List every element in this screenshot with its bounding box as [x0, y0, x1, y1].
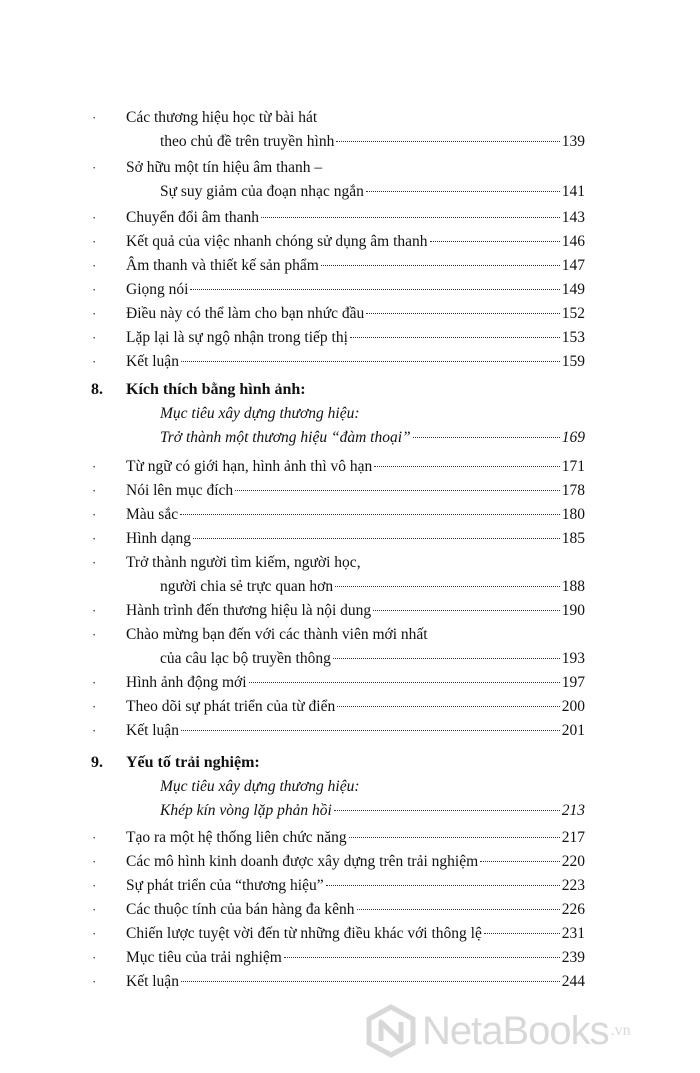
page-number: 220 — [561, 853, 585, 870]
bullet-icon: · — [92, 258, 97, 273]
chapter-title[interactable]: Kích thích bằng hình ảnh: — [126, 381, 306, 398]
bullet-icon: · — [92, 699, 97, 714]
chapter-subtitle: Khép kín vòng lặp phản hồi — [160, 802, 332, 819]
page-number: 169 — [561, 429, 585, 446]
entry-title: Âm thanh và thiết kế sản phẩm — [126, 257, 319, 274]
page-number: 159 — [561, 353, 585, 370]
toc-entry[interactable] — [0, 946, 700, 970]
entry-title: Các thuộc tính của bán hàng đa kênh — [126, 901, 355, 918]
bullet-icon: · — [92, 282, 97, 297]
bullet-icon: · — [92, 354, 97, 369]
toc-entry[interactable] — [0, 623, 700, 671]
page-number: 180 — [561, 506, 585, 523]
chapter-number: 9. — [91, 754, 103, 771]
toc-entry[interactable] — [0, 826, 700, 850]
entry-title-line: người chia sẻ trực quan hơn — [160, 578, 334, 595]
page-number: 185 — [561, 530, 585, 547]
dot-leader — [336, 140, 559, 142]
toc-entry[interactable] — [0, 479, 700, 503]
toc-entry[interactable] — [0, 551, 700, 599]
entry-title: Sự phát triển của “thương hiệu” — [126, 877, 324, 894]
page-number: 143 — [561, 209, 585, 226]
dot-leader — [413, 436, 560, 438]
bullet-icon: · — [92, 974, 97, 989]
chapter-subtitle: Mục tiêu xây dựng thương hiệu: — [160, 405, 360, 422]
dot-leader — [249, 681, 560, 683]
n-logo-icon — [364, 1004, 418, 1058]
dot-leader — [366, 312, 560, 314]
entry-title: Điều này có thể làm cho bạn nhức đầu — [126, 305, 365, 322]
dot-leader — [193, 537, 560, 539]
page-number: 188 — [561, 578, 585, 595]
toc-entry[interactable] — [0, 106, 700, 154]
page-number: 152 — [561, 305, 585, 322]
bullet-icon: · — [92, 330, 97, 345]
entry-title: Hình ảnh động mới — [126, 674, 247, 691]
entry-title: Kết luận — [126, 722, 179, 739]
chapter-subtitle: Trở thành một thương hiệu “đàm thoại” — [160, 429, 411, 446]
dot-leader — [430, 240, 560, 242]
bullet-icon: · — [92, 110, 97, 125]
bullet-icon: · — [92, 854, 97, 869]
dot-leader — [350, 336, 560, 338]
dot-leader — [284, 956, 560, 958]
dot-leader — [190, 288, 559, 290]
page-number: 190 — [561, 602, 585, 619]
toc-entry[interactable] — [0, 874, 700, 898]
entry-title: Từ ngữ có giới hạn, hình ảnh thì vô hạn — [126, 458, 373, 475]
dot-leader — [180, 513, 560, 515]
toc-entry[interactable] — [0, 350, 700, 374]
dot-leader — [366, 190, 560, 192]
toc-section-chapter-8 — [0, 455, 700, 743]
page-number: 146 — [561, 233, 585, 250]
entry-title: Mục tiêu của trải nghiệm — [126, 949, 282, 966]
chapter-title[interactable]: Yếu tố trải nghiệm: — [126, 754, 260, 771]
toc-entry[interactable] — [0, 719, 700, 743]
page-number: 193 — [561, 650, 585, 667]
bullet-icon: · — [92, 459, 97, 474]
entry-title-line: của câu lạc bộ truyền thông — [160, 650, 331, 667]
toc-entry[interactable] — [0, 599, 700, 623]
watermark-brand: NetaBooks — [422, 1008, 609, 1053]
page-number: 149 — [561, 281, 585, 298]
toc-entry[interactable] — [0, 671, 700, 695]
toc-entry[interactable] — [0, 970, 700, 994]
page-number: 244 — [561, 973, 585, 990]
page-number: 171 — [561, 458, 585, 475]
dot-leader — [326, 884, 560, 886]
page-number: 141 — [561, 183, 585, 200]
dot-leader — [334, 809, 560, 811]
watermark — [364, 1000, 700, 1062]
entry-title: Hành trình đến thương hiệu là nội dung — [126, 602, 372, 619]
bullet-icon: · — [92, 306, 97, 321]
watermark-suffix: .vn — [610, 1022, 631, 1039]
bullet-icon: · — [92, 830, 97, 845]
page-number: 147 — [561, 257, 585, 274]
toc-entry[interactable] — [0, 455, 700, 479]
toc-entry[interactable] — [0, 850, 700, 874]
bullet-icon: · — [92, 878, 97, 893]
bullet-icon: · — [92, 723, 97, 738]
page-number: 201 — [561, 722, 585, 739]
toc-entry[interactable] — [0, 206, 700, 230]
page-number: 153 — [561, 329, 585, 346]
entry-title-line: Các thương hiệu học từ bài hát — [126, 109, 318, 126]
entry-title: Kết luận — [126, 973, 179, 990]
dot-leader — [374, 465, 559, 467]
dot-leader — [333, 657, 560, 659]
dot-leader — [357, 908, 560, 910]
toc-section-top — [0, 106, 700, 374]
toc-entry[interactable] — [0, 230, 700, 254]
entry-title: Tạo ra một hệ thống liên chức năng — [126, 829, 347, 846]
dot-leader — [321, 264, 560, 266]
entry-title-line: Trở thành người tìm kiếm, người học, — [126, 554, 361, 571]
entry-title-line: Sự suy giảm của đoạn nhạc ngắn — [160, 183, 364, 200]
chapter-8 — [0, 378, 700, 450]
toc-entry[interactable] — [0, 695, 700, 719]
toc-entry[interactable] — [0, 302, 700, 326]
entry-title: Lặp lại là sự ngộ nhận trong tiếp thị — [126, 329, 348, 346]
toc-entry[interactable] — [0, 527, 700, 551]
dot-leader — [373, 609, 560, 611]
bullet-icon: · — [92, 210, 97, 225]
page-number: 200 — [561, 698, 585, 715]
page-number: 178 — [561, 482, 585, 499]
entry-title: Theo dõi sự phát triển của từ điển — [126, 698, 336, 715]
page-number: 139 — [561, 133, 585, 150]
chapter-9 — [0, 751, 700, 823]
toc-entry[interactable] — [0, 254, 700, 278]
entry-title-line: Sở hữu một tín hiệu âm thanh – — [126, 159, 323, 176]
page-number: 217 — [561, 829, 585, 846]
bullet-icon: · — [92, 950, 97, 965]
toc-entry[interactable] — [0, 278, 700, 302]
page-number: 239 — [561, 949, 585, 966]
toc-entry[interactable] — [0, 503, 700, 527]
bullet-icon: · — [92, 160, 97, 175]
toc-entry[interactable] — [0, 156, 700, 204]
bullet-icon: · — [92, 675, 97, 690]
dot-leader — [181, 980, 560, 982]
toc-entry[interactable] — [0, 898, 700, 922]
page-number: 213 — [561, 802, 585, 819]
bullet-icon: · — [92, 902, 97, 917]
dot-leader — [261, 216, 560, 218]
bullet-icon: · — [92, 483, 97, 498]
bullet-icon: · — [92, 603, 97, 618]
entry-title: Kết quả của việc nhanh chóng sử dụng âm thanh — [126, 233, 428, 250]
dot-leader — [349, 836, 560, 838]
entry-title: Giọng nói — [126, 281, 189, 298]
toc-section-chapter-9 — [0, 826, 700, 994]
entry-title-line: Chào mừng bạn đến với các thành viên mới nhất — [126, 626, 428, 643]
entry-title: Chuyển đổi âm thanh — [126, 209, 260, 226]
bullet-icon: · — [92, 531, 97, 546]
page-number: 231 — [561, 925, 585, 942]
page-number: 197 — [561, 674, 585, 691]
dot-leader — [235, 489, 560, 491]
bullet-icon: · — [92, 926, 97, 941]
toc-entry[interactable] — [0, 326, 700, 350]
entry-title: Chiến lược tuyệt vời đến từ những điều khác với thông lệ — [126, 925, 482, 942]
dot-leader — [181, 729, 560, 731]
entry-title: Các mô hình kinh doanh được xây dựng trên trải nghiệm — [126, 853, 479, 870]
dot-leader — [480, 860, 560, 862]
bullet-icon: · — [92, 555, 97, 570]
chapter-number: 8. — [91, 381, 103, 398]
page-number: 226 — [561, 901, 585, 918]
dot-leader — [484, 932, 560, 934]
chapter-subtitle: Mục tiêu xây dựng thương hiệu: — [160, 778, 360, 795]
entry-title: Kết luận — [126, 353, 179, 370]
dot-leader — [335, 585, 560, 587]
dot-leader — [181, 360, 560, 362]
entry-title: Hình dạng — [126, 530, 192, 547]
bullet-icon: · — [92, 627, 97, 642]
toc-entry[interactable] — [0, 922, 700, 946]
entry-title-line: theo chủ đề trên truyền hình — [160, 133, 335, 150]
page-number: 223 — [561, 877, 585, 894]
entry-title: Nói lên mục đích — [126, 482, 234, 499]
bullet-icon: · — [92, 507, 97, 522]
entry-title: Màu sắc — [126, 506, 179, 523]
bullet-icon: · — [92, 234, 97, 249]
dot-leader — [337, 705, 560, 707]
